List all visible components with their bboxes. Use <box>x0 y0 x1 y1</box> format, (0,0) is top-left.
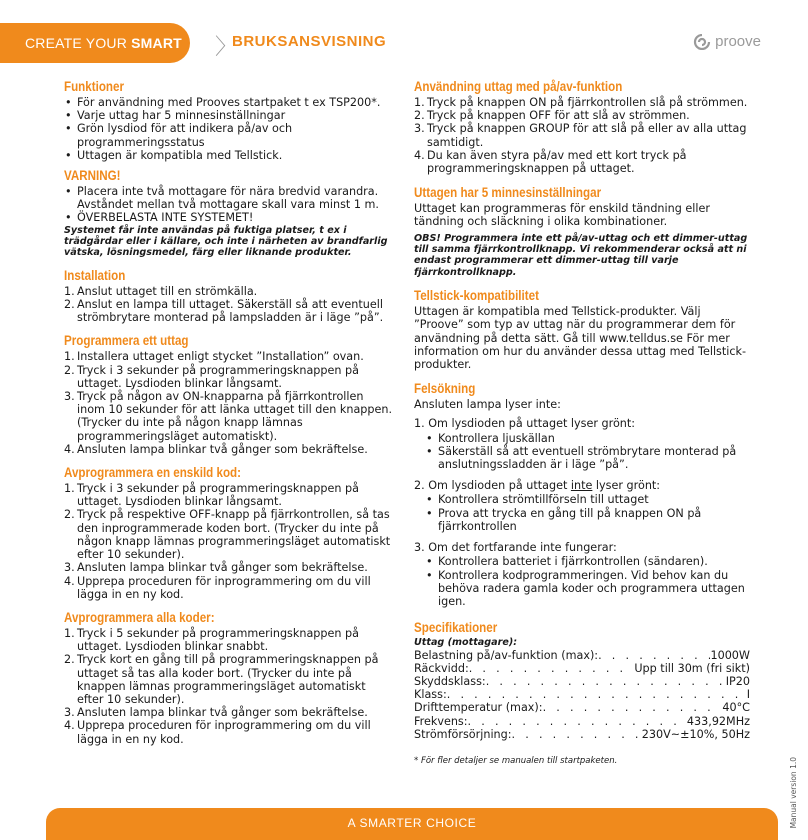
brand-logo <box>693 33 761 50</box>
section-avprogrammera-alla <box>64 609 394 746</box>
heading-avprogrammera-enskild: Avprogrammera en enskild kod: <box>64 465 241 481</box>
list-item: 3. Tryck på knappen GROUP för att slå på eller av alla uttag samtidigt. <box>414 122 747 149</box>
section-funktioner <box>64 78 394 162</box>
list-item: 1. Tryck på knappen ON på fjärrkontrollen slå på strömmen. <box>414 96 748 109</box>
section-avprogrammera-enskild <box>64 464 394 601</box>
list-item: • Säkerställ så att eventuell strömbrytare monterad på anslutningssladden är i läge ”på”. <box>425 445 750 471</box>
list-item: 4. Ansluten lampa blinkar två gånger som bekräftelse. <box>64 442 368 456</box>
heading-funktioner: Funktioner <box>64 79 124 94</box>
spec-table <box>414 649 750 741</box>
heading-specifikationer: Specifikationer <box>414 620 498 636</box>
list-item: • Varje uttag har 5 minnesinställningar <box>64 109 394 122</box>
spec-row: Strömförsörjning: . . . 230V~±10%, 50Hz <box>414 728 750 741</box>
warning-note: Systemet får inte användas på fuktiga platser, t ex i trädgårdar eller i källare, och inte i närheten av brandfarlig vätska, lösningsmedel, färg eller liknande produkter. <box>64 224 388 259</box>
manual-version: Manual version 1.0 <box>789 757 798 829</box>
right-column <box>414 78 750 773</box>
left-column <box>64 78 394 751</box>
spec-row: Belastning på/av-funktion (max): . . . 1000W <box>414 649 750 662</box>
heading-felsokning: Felsökning <box>414 381 476 397</box>
section-installation <box>64 267 394 325</box>
section-specifikationer <box>414 619 750 768</box>
list-item: • Grön lysdiod för att indikera på/av och programmeringsstatus <box>64 122 394 148</box>
heading-minne: Uttagen har 5 minnesinställningar <box>414 185 602 201</box>
heading-programmera: Programmera ett uttag <box>64 333 189 349</box>
list-item: • Kontrollera batteriet i fjärrkontrollen (sändaren). <box>425 555 750 568</box>
list-item: 4. Du kan även styra på/av med ett kort tryck på programmeringsknappen på uttaget. <box>414 148 687 176</box>
list-item: 1. Tryck i 3 sekunder på programmeringsknappen på uttaget. Lysdioden blinkar långsamt. <box>64 482 359 509</box>
list-item: 4. Upprepa proceduren för inprogrammering om du vill lägga in en ny kod. <box>64 574 371 601</box>
spec-row: Drifttemperatur (max): . . . 40°C <box>414 701 750 714</box>
page-title: BRUKSANSVISNING <box>232 33 387 50</box>
list-item: 3. Tryck på någon av ON-knapparna på fjärrkontrollen inom 10 sekunder för att länka uttaget till den knappen. (Trycker du inte på någon knapp lämnas programmeringsläget automatiskt). <box>64 390 393 443</box>
list-item: • För användning med Prooves startpaket t ex TSP200*. <box>64 96 394 109</box>
list-item: 2. Tryck på knappen OFF för att slå av strömmen. <box>414 109 690 123</box>
list-item: 3. Ansluten lampa blinkar två gånger som bekräftelse. <box>64 706 368 720</box>
heading-installation: Installation <box>64 267 126 283</box>
obs-note: OBS! Programmera inte ett på/av-uttag och ett dimmer-uttag till samma fjärrkontrollknapp. Vi rekommenderar också att ni endast programmerar ett dimmer-uttag till varje fjärrkontrollknapp. <box>414 232 748 278</box>
section-felsokning <box>414 380 750 608</box>
brand-name: proove <box>715 33 761 50</box>
list-item: 2. Tryck på respektive OFF-knapp på fjärrkontrollen, så tas den inprogrammerade koden bort. (Trycker du inte på någon knapp lämnas programmeringsläget automatiskt efter 10 sekunder). <box>64 508 391 562</box>
footer-slogan: A SMARTER CHOICE <box>46 808 778 840</box>
spec-row: Frekvens: . . . 433,92MHz <box>414 715 750 728</box>
list-item: 1. Tryck i 5 sekunder på programmeringsknappen på uttaget. Lysdioden blinkar snabbt. <box>64 626 359 654</box>
minne-text: Uttaget kan programmeras för enskild tändning eller tändning och släckning i olika kombinationer. <box>414 202 710 229</box>
heading-tellstick: Tellstick-kompatibilitet <box>414 288 539 304</box>
list-item: 2. Tryck i 3 sekunder på programmeringsknappen på uttaget. Lysdioden blinkar långsamt. <box>64 363 359 390</box>
list-item: • Uttagen är kompatibla med Tellstick. <box>64 149 394 162</box>
felsokning-step-1: 1. Om lysdioden på uttaget lyser grönt: <box>414 417 636 431</box>
felsokning-step-3: 3. Om det fortfarande inte fungerar: <box>414 541 617 555</box>
list-item: 1. Installera uttaget enligt stycket ”Installation” ovan. <box>64 350 364 364</box>
header-tagline: CREATE YOUR SMART HOME <box>0 23 190 63</box>
section-tellstick <box>414 287 750 371</box>
felsokning-intro: Ansluten lampa lyser inte: <box>414 398 561 412</box>
spec-row: Klass: . . . I <box>414 688 750 701</box>
list-item: 1. Anslut uttaget till en strömkälla. <box>64 284 258 298</box>
list-item: • Kontrollera ljuskällan <box>425 432 750 445</box>
list-item: • Kontrollera kodprogrammeringen. Vid behov kan du behöva radera gamla koder och programmera uttagen igen. <box>425 569 750 609</box>
list-item: 2. Tryck kort en gång till på programmeringsknappen på uttaget så tas alla koder bort. (Trycker du inte på knappen lämnas programmeringsläget automatiskt efter 10 sekunder). <box>64 653 379 706</box>
heading-pa-av: Användning uttag med på/av-funktion <box>414 79 623 94</box>
proove-logo-icon <box>693 34 711 50</box>
spec-subheading: Uttag (mottagare): <box>414 637 518 649</box>
spec-row: Räckvidd: . . . Upp till 30m (fri sikt) <box>414 662 750 675</box>
section-pa-av <box>414 78 750 175</box>
list-item: • Kontrollera strömtillförseln till uttaget <box>425 493 750 506</box>
section-minne <box>414 184 750 278</box>
heading-varning: VARNING! <box>64 168 121 184</box>
tellstick-text: Uttagen är kompatibla med Tellstick-produkter. Välj ”Proove” som typ av uttag när du programmerar dem för användning på detta sätt. Gå till www.telldus.se För mer information om hur du använder dessa uttag med Tellstick-produkter. <box>414 305 747 372</box>
list-item: 4. Upprepa proceduren för inprogrammering om du vill lägga in en ny kod. <box>64 719 371 746</box>
list-item: 2. Anslut en lampa till uttaget. Säkerställ så att eventuell strömbrytare monterad på lampsladden är i läge ”på”. <box>64 298 384 325</box>
spec-footnote: * För fler detaljer se manualen till startpaketen. <box>414 755 618 766</box>
section-varning <box>64 167 394 259</box>
list-item: • ÖVERBELASTA INTE SYSTEMET! <box>64 211 394 224</box>
spec-row: Skyddsklass: . . . IP20 <box>414 675 750 688</box>
section-programmera <box>64 332 394 456</box>
list-item: 3. Ansluten lampa blinkar två gånger som bekräftelse. <box>64 561 368 575</box>
list-item: • Placera inte två mottagare för nära bredvid varandra. Avståndet mellan två mottagare skall vara minst 1 m. <box>64 185 394 211</box>
felsokning-step-2: 2. Om lysdioden på uttaget inte lyser grönt: <box>414 479 661 493</box>
heading-avprogrammera-alla: Avprogrammera alla koder: <box>64 609 215 625</box>
chevron-right-icon: 〉 <box>215 35 238 60</box>
list-item: • Prova att trycka en gång till på knappen ON på fjärrkontrollen <box>425 507 750 533</box>
